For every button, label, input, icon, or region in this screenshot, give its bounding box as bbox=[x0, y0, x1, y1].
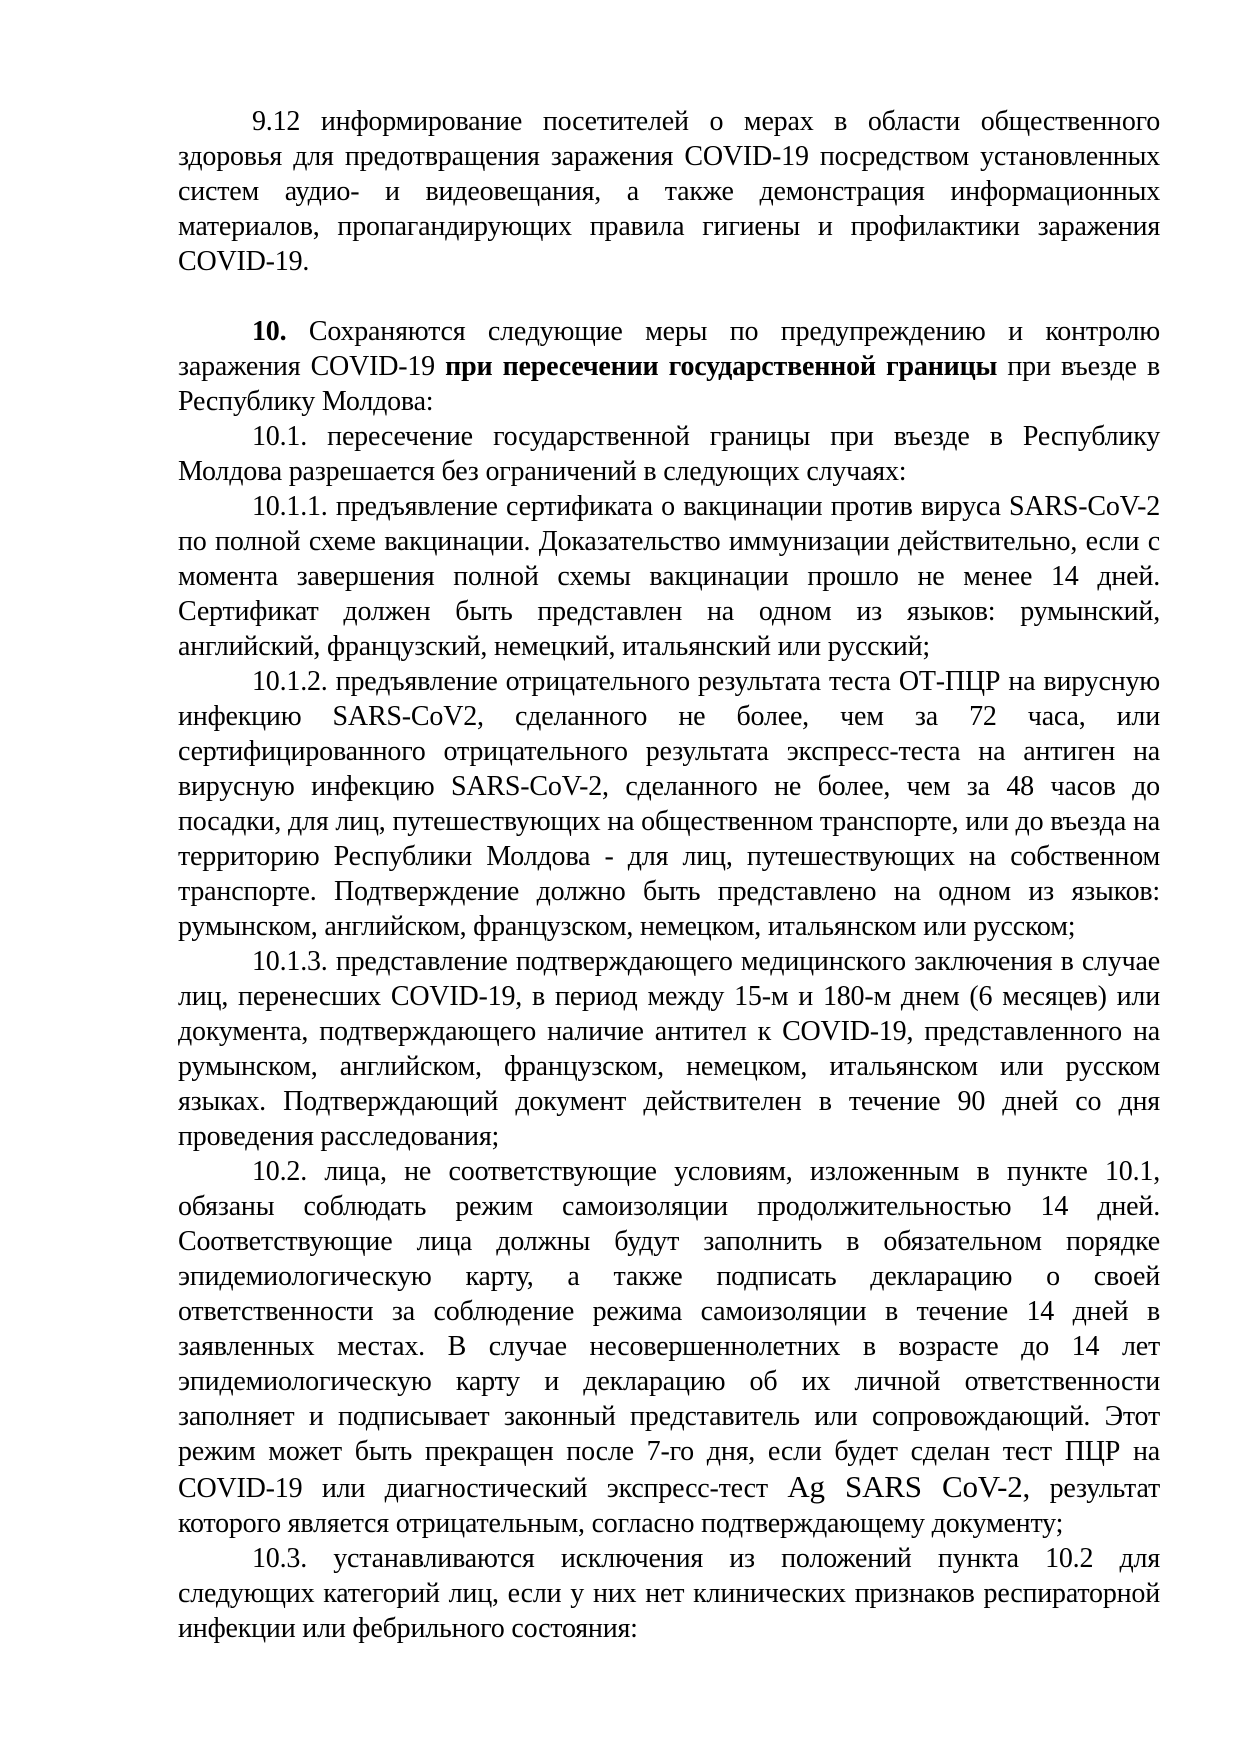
text-run: 10.3. устанавливаются исключения из положений пункта 10.2 для следующих категорий лиц, если у них нет клинических признаков респираторной инфекции или фебрильного состояния: bbox=[178, 1543, 1160, 1644]
text-run: Сохраняются следующие меры по предупреждению и контролю заражения COVID-19 bbox=[178, 316, 1160, 382]
paragraph-10-1-3 bbox=[178, 944, 1160, 1154]
text-run: 10.2. лица, не соответствующие условиям, изложенным в пункте 10.1, обязаны соблюдать режим самоизоляции продолжительностью 14 дней. Соответствующие лица должны будут заполнить в обязательном порядке эпидемиологическую карту, а также подписать декларацию о своей ответственности за соблюдение режима самоизоляции в течение 14 дней в заявленных местах. В случае несовершеннолетних в возрасте до 14 лет эпидемиологическую карту и декларацию об их личной ответственности заполняет и подписывает законный представитель или сопровождающий. Этот режим может быть прекращен после 7-го дня, если будет сделан тест ПЦР на COVID-19 или диагностический экспресс-тест bbox=[178, 1156, 1160, 1504]
text-run: 10.1. пересечение государственной границы при въезде в Республику Молдова разрешается без ограничений в следующих случаях: bbox=[178, 421, 1160, 487]
text-run: 10.1.1. предъявление сертификата о вакцинации против вируса SARS-CoV-2 по полной схеме вакцинации. Доказательство иммунизации действительно, если с момента завершения полной схемы вакцинации прошло не менее 14 дней. Сертификат должен быть представлен на одном из языков: румынский, английский, французский, немецкий, итальянский или русский; bbox=[178, 491, 1160, 662]
paragraph-9-12 bbox=[178, 104, 1160, 279]
paragraph-10-1-2 bbox=[178, 664, 1160, 944]
text-run: Ag SARS CoV-2, bbox=[787, 1469, 1031, 1504]
document-body bbox=[178, 104, 1160, 1646]
text-run: при въезде в Республику Молдова: bbox=[178, 351, 1160, 417]
text-run: 10.1.3. представление подтверждающего медицинского заключения в случае лиц, перенесших COVID-19, в период между 15-м и 180-м днем (6 месяцев) или документа, подтверждающего наличие антител к COVID-19, представленного на румынском, английском, французском, немецком, итальянском или русском языках. Подтверждающий документ действителен в течение 90 дней со дня проведения расследования; bbox=[178, 946, 1160, 1152]
text-run: при пересечении государственной границы bbox=[445, 351, 998, 382]
paragraph-10-3 bbox=[178, 1541, 1160, 1646]
text-run: 10.1.2. предъявление отрицательного результата теста ОТ-ПЦР на вирусную инфекцию SARS-CoV2, сделанного не более, чем за 72 часа, или сертифицированного отрицательного результата экспресс-теста на антиген на вирусную инфекцию SARS-CoV-2, сделанного не более, чем за 48 часов до посадки, для лиц, путешествующих на общественном транспорте, или до въезда на территорию Республики Молдова - для лиц, путешествующих на собственном транспорте. Подтверждение должно быть представлено на одном из языков: румынском, английском, французском, немецком, итальянском или русском; bbox=[178, 666, 1160, 942]
paragraph-10-1 bbox=[178, 419, 1160, 489]
paragraph-10-1-1 bbox=[178, 489, 1160, 664]
text-run: 10. bbox=[252, 316, 287, 347]
paragraph-10-2 bbox=[178, 1154, 1160, 1541]
text-run: 9.12 информирование посетителей о мерах в области общественного здоровья для предотвращения заражения COVID-19 посредством установленных систем аудио- и видеовещания, а также демонстрация информационных материалов, пропагандирующих правила гигиены и профилактики заражения COVID-19. bbox=[178, 106, 1160, 277]
paragraph-10 bbox=[178, 314, 1160, 419]
text-run: результат которого является отрицательным, согласно подтверждающему документу; bbox=[178, 1473, 1160, 1539]
